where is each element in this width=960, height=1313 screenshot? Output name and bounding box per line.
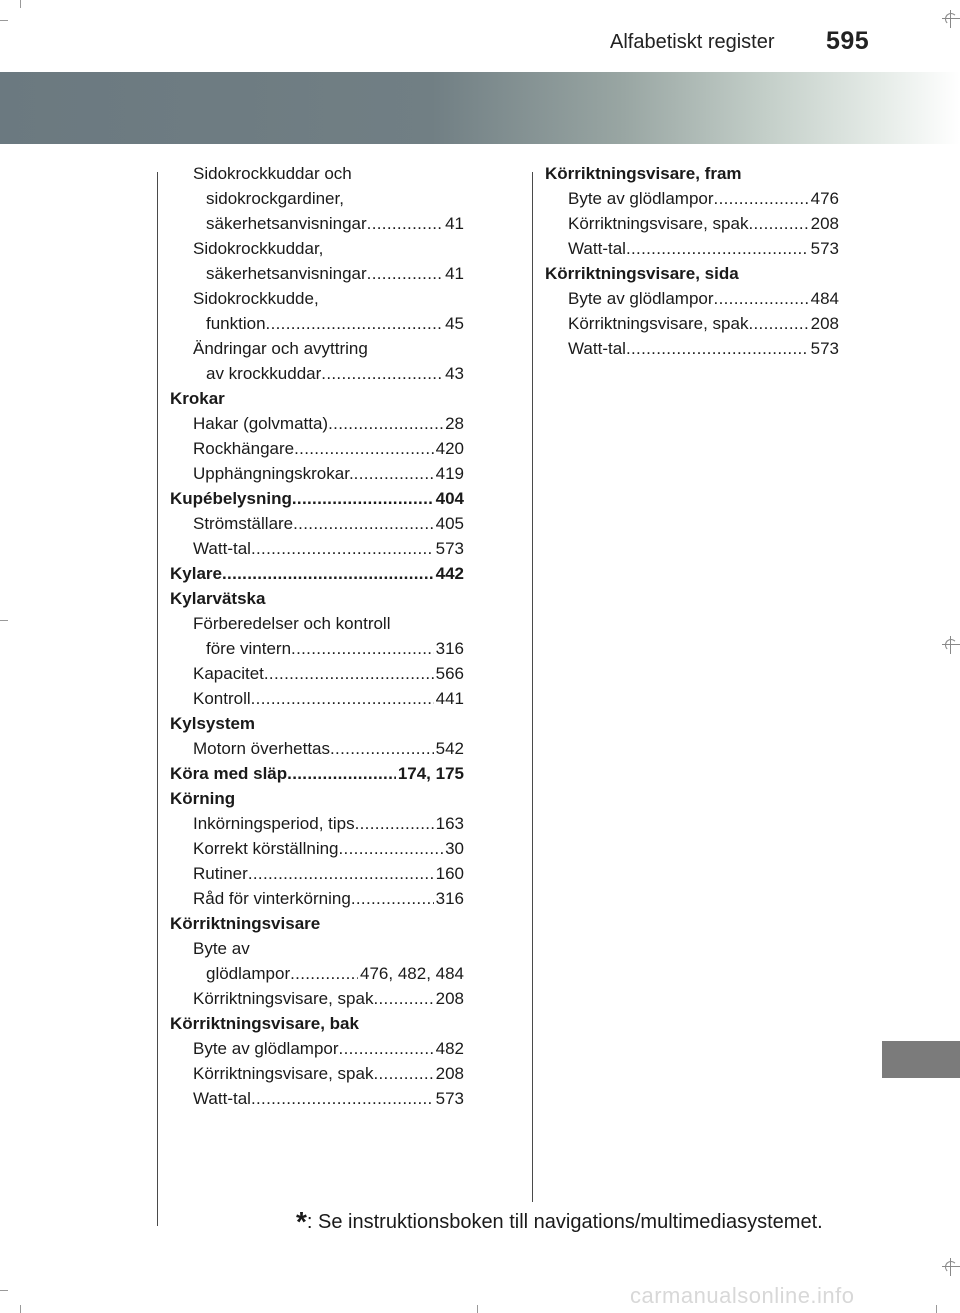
- index-entry: [170, 936, 464, 961]
- registration-mark: [942, 636, 960, 654]
- dot-leader: [367, 211, 443, 236]
- watermark: carmanualsonline.info: [630, 1283, 855, 1308]
- index-entry: [170, 236, 464, 261]
- dot-leader: [367, 261, 443, 286]
- index-term: säkerhetsanvisningar: [206, 264, 367, 283]
- index-term: Watt-tal: [568, 239, 626, 258]
- page-reference: 208: [435, 1064, 464, 1083]
- page-reference: 28: [445, 414, 464, 433]
- header-banner: [0, 72, 960, 144]
- index-term: Upphängningskrokar.: [193, 464, 354, 483]
- dot-leader: [351, 886, 434, 911]
- index-term: Körriktningsvisare, spak: [193, 989, 374, 1008]
- index-entry: [170, 1036, 464, 1061]
- index-entry: [170, 761, 464, 786]
- page-reference: 542: [435, 739, 464, 758]
- index-term: Sidokrockkudde,: [193, 289, 319, 308]
- crop-mark: [0, 20, 8, 21]
- registration-mark: [942, 10, 960, 28]
- index-term: Byte av glödlampor: [568, 189, 714, 208]
- dot-leader: [748, 211, 808, 236]
- crop-mark: [477, 1305, 478, 1313]
- page-reference: 566: [435, 664, 464, 683]
- crop-mark: [936, 1305, 937, 1313]
- index-entry: [170, 986, 464, 1011]
- index-term: funktion: [206, 314, 266, 333]
- page-number: 595: [826, 27, 870, 55]
- dot-leader: [321, 361, 443, 386]
- index-column-right: [545, 161, 839, 361]
- page-reference: 573: [810, 339, 839, 358]
- index-entry: [170, 686, 464, 711]
- crop-mark: [0, 620, 8, 621]
- index-term: Kylarvätska: [170, 589, 266, 608]
- index-entry: [545, 336, 839, 361]
- footnote-text: : Se instruktionsboken till navigations/multimediasystemet.: [306, 1211, 823, 1233]
- page-reference: 160: [435, 864, 464, 883]
- index-entry: [170, 586, 464, 611]
- dot-leader: [251, 1086, 434, 1111]
- index-term: Körriktningsvisare, spak: [568, 214, 749, 233]
- page-reference: 573: [435, 539, 464, 558]
- index-entry: [170, 436, 464, 461]
- dot-leader: [251, 686, 434, 711]
- index-entry: [170, 336, 464, 361]
- page-reference: 405: [435, 514, 464, 533]
- index-entry: [170, 361, 464, 386]
- index-term: Rockhängare: [193, 439, 295, 458]
- index-entry: [170, 211, 464, 236]
- index-entry: [545, 286, 839, 311]
- index-term: Råd för vinterkörning: [193, 889, 351, 908]
- page-reference: 41: [445, 214, 464, 233]
- index-term: Körning: [170, 789, 236, 808]
- index-entry: [170, 486, 464, 511]
- crop-mark: [20, 0, 21, 8]
- dot-leader: [748, 311, 808, 336]
- index-term: Hakar (golvmatta): [193, 414, 329, 433]
- dot-leader: [294, 436, 434, 461]
- index-entry: [170, 1011, 464, 1036]
- index-term: Kylsystem: [170, 714, 256, 733]
- page-reference: 441: [435, 689, 464, 708]
- dot-leader: [266, 311, 444, 336]
- page-reference: 476: [810, 189, 839, 208]
- page-reference: 420: [435, 439, 464, 458]
- index-term: Körriktningsvisare: [170, 914, 321, 933]
- page-reference: 208: [810, 214, 839, 233]
- dot-leader: [714, 186, 809, 211]
- index-term: Körriktningsvisare, bak: [170, 1014, 359, 1033]
- page-reference: 30: [445, 839, 464, 858]
- index-term: Kupébelysning: [170, 489, 292, 508]
- crop-mark: [0, 1290, 8, 1291]
- index-entry: [170, 886, 464, 911]
- index-entry: [170, 861, 464, 886]
- index-entry: [170, 386, 464, 411]
- index-term: Watt-tal: [193, 1089, 251, 1108]
- dot-leader: [290, 961, 358, 986]
- dot-leader: [287, 761, 396, 786]
- index-entry: [170, 636, 464, 661]
- index-entry: [545, 161, 839, 186]
- page-reference: 484: [810, 289, 839, 308]
- index-term: Motorn överhettas: [193, 739, 331, 758]
- index-entry: [170, 411, 464, 436]
- index-entry: [170, 186, 464, 211]
- index-entry: [170, 661, 464, 686]
- page-reference: 573: [435, 1089, 464, 1108]
- section-thumb-tab: [882, 1041, 960, 1078]
- index-entry: [545, 311, 839, 336]
- dot-leader: [339, 1036, 434, 1061]
- page-reference: 208: [435, 989, 464, 1008]
- page-reference: 476, 482, 484: [360, 964, 464, 983]
- footnote: [296, 1206, 823, 1238]
- dot-leader: [626, 236, 809, 261]
- page-reference: 482: [435, 1039, 464, 1058]
- index-entry: [170, 261, 464, 286]
- index-entry: [545, 186, 839, 211]
- index-entry: [170, 1061, 464, 1086]
- dot-leader: [292, 486, 434, 511]
- index-entry: [170, 911, 464, 936]
- index-term: Rutiner: [193, 864, 248, 883]
- dot-leader: [248, 861, 434, 886]
- index-term: Watt-tal: [193, 539, 251, 558]
- index-entry: [170, 511, 464, 536]
- index-entry: [170, 536, 464, 561]
- index-term: Kylare: [170, 564, 222, 583]
- index-entry: [170, 961, 464, 986]
- section-title: Alfabetiskt register: [610, 31, 775, 53]
- index-term: Sidokrockkuddar och: [193, 164, 352, 183]
- index-term: Sidokrockkuddar,: [193, 239, 324, 258]
- registration-mark: [942, 1258, 960, 1276]
- dot-leader: [354, 461, 434, 486]
- index-entry: [170, 461, 464, 486]
- index-entry: [170, 811, 464, 836]
- index-term: Strömställare: [193, 514, 294, 533]
- index-term: Körriktningsvisare, spak: [568, 314, 749, 333]
- index-term: Körriktningsvisare, sida: [545, 264, 739, 283]
- dot-leader: [222, 561, 434, 586]
- dot-leader: [355, 811, 434, 836]
- column-divider-left: [157, 172, 158, 1226]
- index-entry: [170, 286, 464, 311]
- index-entry: [170, 736, 464, 761]
- index-term: Byte av glödlampor: [568, 289, 714, 308]
- index-column-left: [170, 161, 464, 1111]
- crop-mark: [20, 1305, 21, 1313]
- dot-leader: [373, 1061, 433, 1086]
- dot-leader: [328, 411, 443, 436]
- index-entry: [170, 561, 464, 586]
- index-term: Krokar: [170, 389, 225, 408]
- index-term: glödlampor: [206, 964, 291, 983]
- index-entry: [170, 1086, 464, 1111]
- index-entry: [545, 211, 839, 236]
- index-entry: [170, 161, 464, 186]
- dot-leader: [264, 661, 434, 686]
- index-entry: [170, 836, 464, 861]
- page-reference: 163: [435, 814, 464, 833]
- index-term: Körriktningsvisare, fram: [545, 164, 742, 183]
- index-term: säkerhetsanvisningar: [206, 214, 367, 233]
- dot-leader: [714, 286, 809, 311]
- index-term: Byte av: [193, 939, 250, 958]
- page-reference: 404: [435, 489, 464, 508]
- index-term: Förberedelser och kontroll: [193, 614, 391, 633]
- page-reference: 174, 175: [397, 764, 464, 783]
- page-header: [0, 0, 960, 62]
- dot-leader: [291, 636, 434, 661]
- index-term: Köra med släp: [170, 764, 288, 783]
- footnote-marker: *: [296, 1206, 307, 1237]
- dot-leader: [251, 536, 434, 561]
- dot-leader: [373, 986, 433, 1011]
- page-reference: 208: [810, 314, 839, 333]
- dot-leader: [339, 836, 444, 861]
- page-reference: 442: [435, 564, 464, 583]
- dot-leader: [330, 736, 434, 761]
- index-term: Kontroll: [193, 689, 251, 708]
- index-entry: [170, 311, 464, 336]
- index-term: Byte av glödlampor: [193, 1039, 339, 1058]
- column-divider-middle: [532, 172, 533, 1202]
- index-term: före vintern: [206, 639, 292, 658]
- page-reference: 573: [810, 239, 839, 258]
- index-entry: [170, 786, 464, 811]
- page-reference: 419: [435, 464, 464, 483]
- index-term: Watt-tal: [568, 339, 626, 358]
- page-reference: 41: [445, 264, 464, 283]
- page-reference: 45: [445, 314, 464, 333]
- dot-leader: [293, 511, 433, 536]
- index-entry: [170, 711, 464, 736]
- dot-leader: [626, 336, 809, 361]
- index-entry: [545, 261, 839, 286]
- index-term: Korrekt körställning: [193, 839, 339, 858]
- index-term: Körriktningsvisare, spak: [193, 1064, 374, 1083]
- index-term: Inkörningsperiod, tips: [193, 814, 355, 833]
- index-term: Ändringar och avyttring: [193, 339, 368, 358]
- index-entry: [545, 236, 839, 261]
- index-term: av krockkuddar: [206, 364, 322, 383]
- page-reference: 316: [435, 889, 464, 908]
- page-reference: 316: [435, 639, 464, 658]
- index-term: sidokrockgardiner,: [206, 189, 344, 208]
- index-entry: [170, 611, 464, 636]
- index-term: Kapacitet: [193, 664, 264, 683]
- page-reference: 43: [445, 364, 464, 383]
